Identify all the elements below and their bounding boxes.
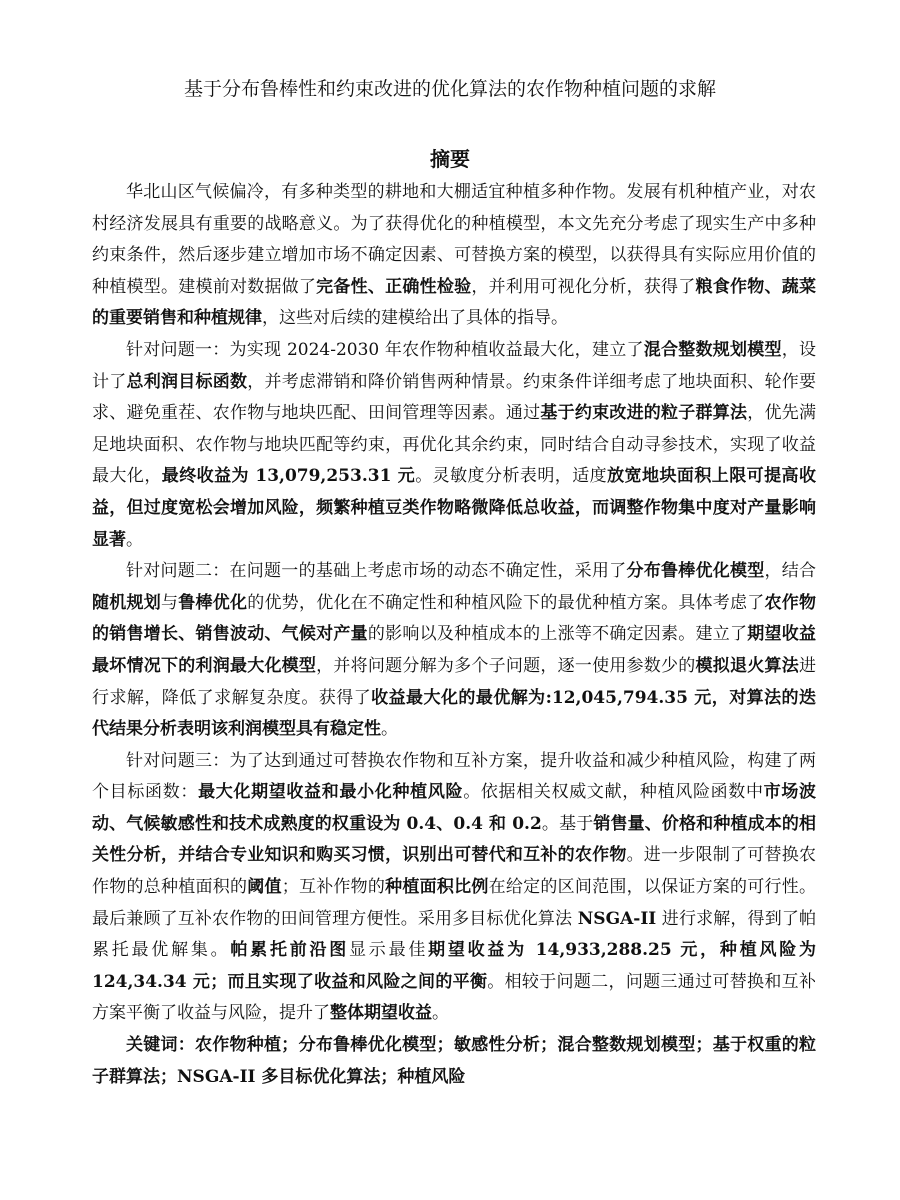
text-segment: ，这些对后续的建模给出了具体的指导。 (262, 308, 568, 329)
emphasized-text: 混合整数规划模型 (643, 339, 782, 360)
text-segment: ，并将问题分解为多个子问题，逐一使用参数少的 (316, 655, 696, 676)
abstract-paragraph (92, 335, 816, 556)
text-segment: 。 (432, 1003, 449, 1024)
text-segment: 针对问题三：为了达到通过可替换农作物和互补方案，提升收益和减少种植风险，构建了两个目标函数： (92, 750, 816, 803)
paper-title: 基于分布鲁棒性和约束改进的优化算法的农作物种植问题的求解 (183, 78, 716, 100)
emphasized-text: 总利润目标函数 (126, 371, 248, 392)
text-segment: ；互补作物的 (281, 877, 386, 898)
text-segment: ，设计了 (92, 339, 817, 392)
abstract-heading: 摘要 (430, 147, 470, 171)
text-segment: ，结合 (764, 561, 817, 582)
text-segment: ，并考虑滞销和降价销售两种情景。约束条件详细考虑了地块面积、轮作要求、避免重茬、农作物与地块匹配、田间管理等因素。通过 (92, 371, 817, 424)
emphasized-text: 最终收益为 13,079,253.31 元 (161, 466, 416, 487)
emphasized-text: 粮食作物、蔬菜的重要销售和种植规律 (92, 276, 817, 329)
text-segment: 。灵敏度分析表明，适度 (415, 466, 608, 487)
text-segment: ，优先满足地块面积、农作物与地块匹配等约束，再优化其余约束，同时结合自动寻参技术，实现了收益最大化， (92, 403, 817, 487)
emphasized-text: 模拟退火算法 (695, 655, 800, 676)
text-segment: 进行求解，降低了求解复杂度。获得了 (92, 655, 817, 708)
emphasized-text: 完备性、正确性检验 (316, 276, 472, 297)
abstract-paragraph (92, 177, 816, 335)
text-segment: 。基于 (541, 813, 594, 834)
text-segment: 的优势，优化在不确定性和种植风险下的最优种植方案。具体考虑了 (247, 592, 765, 613)
text-segment: 华北山区气候偏冷，有多种类型的耕地和大棚适宜种植多种作物。发展有机种植产业，对农村经济发展具有重要的战略意义。为了获得优化的种植模型，本文先充分考虑了现实生产中多种约束条件，然后逐步建立增加市场不确定因素、可替换方案的模型，以获得具有实际应用价值的种植模型。建模前对数据做了 (92, 182, 816, 297)
emphasized-text: 帕累托前沿图 (230, 940, 350, 961)
emphasized-text: 分布鲁棒优化模型 (626, 561, 765, 582)
emphasized-text: 最大化期望收益和最小化种植风险 (198, 782, 464, 803)
emphasized-text: 期望收益最坏情况下的利润最大化模型 (92, 624, 817, 676)
text-segment: 进行求解，得到了帕累托最优解集。 (92, 908, 817, 961)
emphasized-text: 随机规划 (92, 592, 161, 613)
emphasized-text: 鲁棒优化 (178, 592, 248, 613)
emphasized-text: 销售量、价格和种植成本的相关性分析，并结合专业知识和购买习惯，识别出可替代和互补的农作物 (92, 813, 817, 866)
emphasized-text: 种植面积比例 (385, 877, 489, 898)
emphasized-text: 市场波动、气候敏感性和技术成熟度的权重设为 0.4、0.4 和 0.2 (92, 782, 817, 834)
text-segment: 针对问题一：为实现 2024-2030 年农作物种植收益最大化，建立了 (126, 339, 644, 360)
abstract-paragraph (92, 556, 816, 746)
text-segment: 显示最佳 (349, 940, 429, 961)
emphasized-text: 基于约束改进的粒子群算法 (540, 403, 748, 424)
text-segment: ，并利用可视化分析，获得了 (471, 276, 696, 297)
emphasized-text: 期望收益为 14,933,288.25 元，种植风险为 124,34.34 元；而且实现了收益和风险之间的平衡 (92, 940, 817, 992)
text-segment: 。 (381, 719, 398, 740)
text-segment: 与 (160, 592, 179, 613)
emphasized-text: 收益最大化的最优解为:12,045,794.35 元，对算法的迭代结果分析表明该利润模型具有稳定性 (92, 687, 816, 740)
emphasized-text: 整体期望收益 (330, 1003, 432, 1024)
text-segment: 在给定的区间范围，以保证方案的可行性。最后兼顾了互补农作物的田间管理方便性。采用多目标优化算法 (92, 877, 817, 929)
emphasized-text: 放宽地块面积上限可提高收益，但过度宽松会增加风险，频繁种植豆类作物略微降低总收益，而调整作物集中度对产量影响显著 (92, 466, 816, 550)
text-segment: 。进一步限制了可替换农作物的总种植面积的 (92, 845, 817, 898)
emphasized-text: 关键词：农作物种植；分布鲁棒优化模型；敏感性分析；混合整数规划模型；基于权重的粒子群算法；NSGA-II 多目标优化算法；种植风险 (92, 1035, 816, 1087)
text-segment: 。相较于问题二，问题三通过可替换和互补方案平衡了收益与风险，提升了 (92, 971, 816, 1024)
emphasized-text: 农作物的销售增长、销售波动、气候对产量 (92, 592, 817, 645)
text-segment: 针对问题二：在问题一的基础上考虑市场的动态不确定性，采用了 (126, 561, 627, 582)
abstract-paragraph (92, 746, 816, 1030)
abstract-body (92, 177, 816, 1093)
text-segment: 。 (126, 529, 143, 550)
keywords-paragraph (92, 1030, 816, 1093)
text-segment: 的影响以及种植成本的上涨等不确定因素。建立了 (367, 624, 748, 645)
text-segment: 。依据相关权威文献，种植风险函数中 (463, 782, 764, 803)
emphasized-text: 阈值 (247, 877, 282, 898)
emphasized-text: NSGA-II (577, 908, 657, 929)
